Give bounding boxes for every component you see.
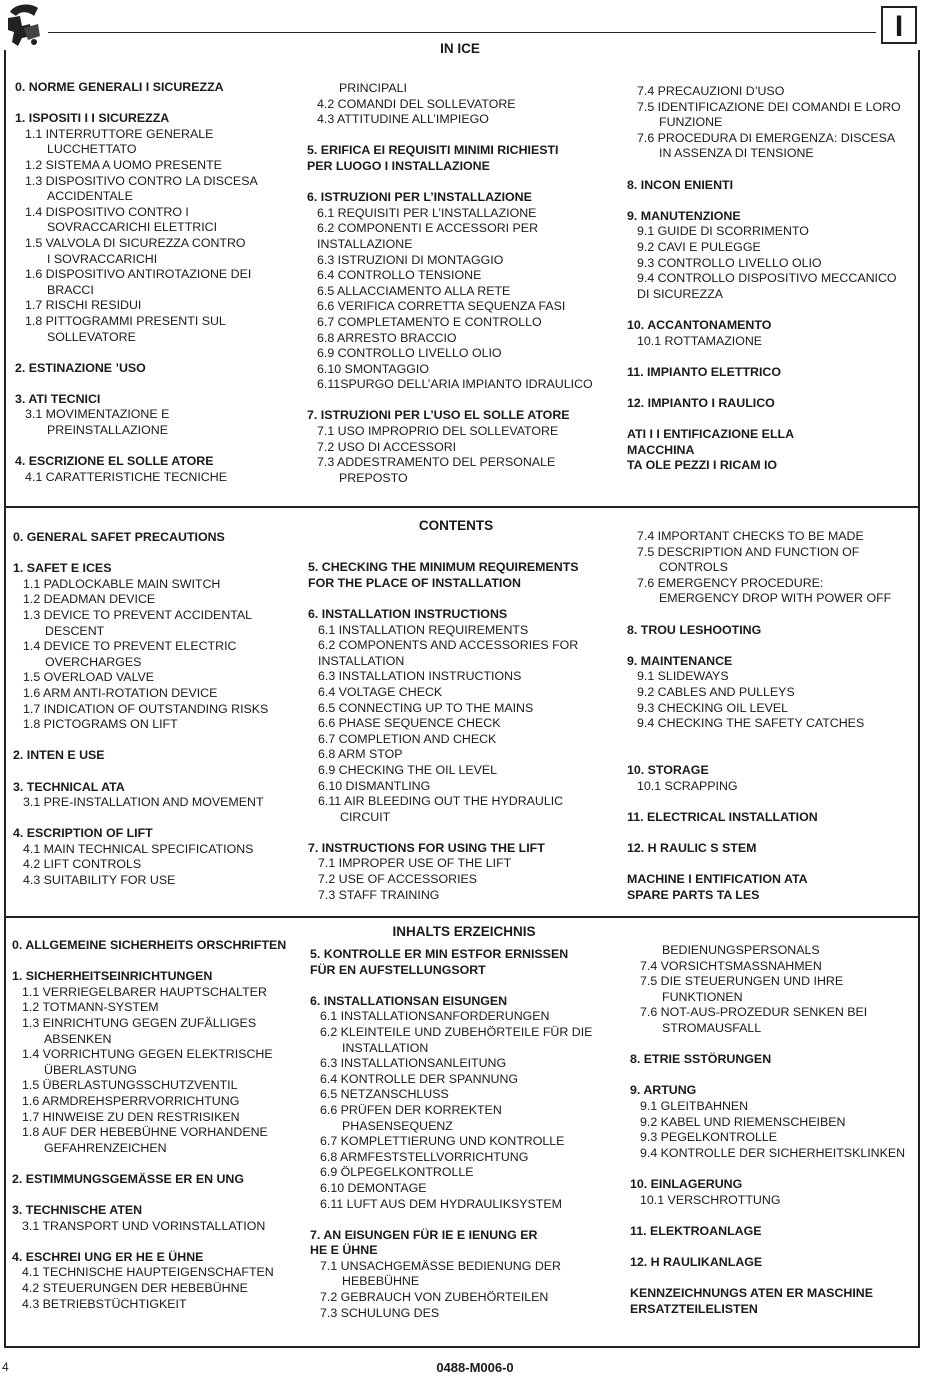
toc-entry: SOVRACCARICHI ELETTRICI xyxy=(47,220,218,235)
toc-chapter-heading: 7. INSTRUCTIONS FOR USING THE LIFT xyxy=(308,840,545,855)
toc-entry: 1.4 DEVICE TO PREVENT ELECTRIC xyxy=(23,639,237,654)
toc-entry: FUNZIONE xyxy=(659,115,723,130)
toc-entry: 7.5 IDENTIFICAZIONE DEI COMANDI E LORO xyxy=(637,99,901,114)
toc-entry: SOLLEVATORE xyxy=(47,329,136,344)
toc-entry: 6.11 AIR BLEEDING OUT THE HYDRAULIC xyxy=(318,794,564,809)
toc-spacer xyxy=(307,128,617,144)
toc-chapter-heading: 7. ISTRUZIONI PER L’USO EL SOLLE ATORE xyxy=(307,408,570,423)
toc-entry: 1.7 INDICATION OF OUTSTANDING RISKS xyxy=(23,701,269,716)
toc-entry: 1.2 SISTEMA A UOMO PRESENTE xyxy=(25,157,222,172)
toc-entry: 7.3 STAFF TRAINING xyxy=(318,887,440,902)
toc-spacer xyxy=(308,545,618,561)
toc-entry: 1.5 ÜBERLASTUNGSSCHUTZVENTIL xyxy=(22,1078,238,1093)
toc-entry: 1.7 RISCHI RESIDUI xyxy=(25,298,142,313)
toc-entry: 7.3 ADDESTRAMENTO DEL PERSONALE xyxy=(317,455,556,470)
section-title-de: INHALTS ERZEICHNIS xyxy=(392,924,536,939)
toc-entry: ÜBERLASTUNG xyxy=(44,1062,137,1077)
toc-entry: PRINCIPALI xyxy=(339,81,407,95)
toc-chapter-heading: 4. ESCRIZIONE EL SOLLE ATORE xyxy=(15,454,214,469)
toc-entry: 6.3 INSTALLATION INSTRUCTIONS xyxy=(318,669,522,684)
toc-entry: LUCCHETTATO xyxy=(47,142,137,157)
toc-entry: 7.6 NOT-AUS-PROZEDUR SENKEN BEI xyxy=(640,1005,868,1020)
toc-entry: 6.8 ARMFESTSTELLVORRICHTUNG xyxy=(320,1149,529,1164)
toc-spacer xyxy=(630,1239,920,1255)
toc-entry: DI SICUREZZA xyxy=(637,286,724,301)
toc-spacer xyxy=(307,393,617,409)
toc-entry: 1.1 VERRIEGELBARER HAUPTSCHALTER xyxy=(22,984,267,999)
toc-chapter-heading: 1. ISPOSITI I I SICUREZZA xyxy=(15,111,170,126)
toc-entry: 6.4 CONTROLLO TENSIONE xyxy=(317,268,482,283)
toc-entry: 9.2 KABEL UND RIEMENSCHEIBEN xyxy=(640,1114,846,1129)
toc-spacer xyxy=(13,546,303,562)
toc-entry: 7.5 DIE STEUERUNGEN UND IHRE xyxy=(640,974,844,989)
toc-entry: 9.4 CONTROLLO DISPOSITIVO MECCANICO xyxy=(637,271,897,286)
toc-spacer xyxy=(627,638,917,654)
toc-entry: 6.6 PRÜFEN DER KORREKTEN xyxy=(320,1102,502,1117)
toc-entry: 6.5 ALLACCIAMENTO ALLA RETE xyxy=(317,283,511,298)
toc-entry: 7.6 EMERGENCY PROCEDURE: xyxy=(637,575,824,590)
toc-entry: 3.1 TRANSPORT UND VORINSTALLATION xyxy=(22,1218,266,1233)
toc-entry: 6.8 ARRESTO BRACCIO xyxy=(317,330,457,345)
toc-chapter-heading: 6. INSTALLATIONSAN EISUNGEN xyxy=(310,993,508,1008)
toc-entry: 7.2 GEBRAUCH VON ZUBEHÖRTEILEN xyxy=(320,1290,549,1305)
toc-entry: EMERGENCY DROP WITH POWER OFF xyxy=(659,591,892,606)
toc-spacer xyxy=(13,811,303,827)
toc-entry: 6.2 COMPONENTI E ACCESSORI PER xyxy=(317,221,539,236)
section-divider-1 xyxy=(4,506,920,508)
toc-column-en-2 xyxy=(308,529,618,903)
toc-chapter-heading: 3. TECHNICAL ATA xyxy=(13,779,125,794)
toc-entry: 9.1 GLEITBAHNEN xyxy=(640,1098,749,1113)
section-divider-2 xyxy=(4,916,920,918)
toc-chapter-heading: 10. ACCANTONAMENTO xyxy=(627,317,772,332)
toc-entry: 10.1 ROTTAMAZIONE xyxy=(637,333,763,348)
toc-chapter-heading: 11. ELECTRICAL INSTALLATION xyxy=(627,809,818,824)
toc-entry: 9.2 CAVI E PULEGGE xyxy=(637,239,761,254)
toc-chapter-heading: 8. INCON ENIENTI xyxy=(627,177,734,192)
toc-entry: 1.3 DISPOSITIVO CONTRO LA DISCESA xyxy=(25,173,258,188)
toc-entry: 1.2 DEADMAN DEVICE xyxy=(23,592,156,607)
toc-entry: 6.3 ISTRUZIONI DI MONTAGGIO xyxy=(317,252,504,267)
toc-spacer xyxy=(310,1212,620,1228)
toc-spacer xyxy=(627,794,917,810)
toc-column-de-2 xyxy=(310,947,620,1321)
toc-entry: DESCENT xyxy=(45,623,105,638)
toc-entry: 1.3 DEVICE TO PREVENT ACCIDENTAL xyxy=(23,607,253,622)
toc-chapter-heading: ERSATZTEILELISTEN xyxy=(630,1301,758,1316)
toc-entry: STROMAUSFALL xyxy=(662,1020,762,1035)
page-number: 4 xyxy=(2,1360,9,1374)
toc-entry: 9.1 SLIDEWAYS xyxy=(637,669,729,684)
toc-entry: 1.5 OVERLOAD VALVE xyxy=(23,670,155,685)
toc-spacer xyxy=(13,764,303,780)
toc-entry: 6.7 COMPLETION AND CHECK xyxy=(318,731,497,746)
toc-chapter-heading: 5. CHECKING THE MINIMUM REQUIREMENTS xyxy=(308,560,579,575)
toc-spacer xyxy=(627,607,917,623)
toc-spacer xyxy=(630,1208,920,1224)
toc-chapter-heading: 10. STORAGE xyxy=(627,762,709,777)
toc-column-it-2 xyxy=(307,81,617,486)
toc-entry: 1.8 PICTOGRAMS ON LIFT xyxy=(23,717,178,732)
toc-chapter-heading: 12. H RAULIC S STEM xyxy=(627,840,757,855)
toc-entry: 9.3 PEGELKONTROLLE xyxy=(640,1130,778,1145)
toc-entry: 4.3 SUITABILITY FOR USE xyxy=(23,873,176,888)
toc-entry: INSTALLAZIONE xyxy=(317,236,413,251)
toc-spacer xyxy=(13,733,303,749)
toc-entry: 9.4 KONTROLLE DER SICHERHEITSKLINKEN xyxy=(640,1145,906,1160)
toc-spacer xyxy=(627,380,917,396)
toc-entry: 4.3 ATTITUDINE ALL’IMPIEGO xyxy=(317,112,489,127)
toc-chapter-heading: 9. MANUTENZIONE xyxy=(627,208,741,223)
toc-entry: 7.3 SCHULUNG DES xyxy=(320,1305,440,1320)
toc-entry: 6.1 REQUISITI PER L’INSTALLAZIONE xyxy=(317,205,537,220)
toc-entry: 3.1 MOVIMENTAZIONE E xyxy=(25,407,170,422)
toc-entry: 6.7 KOMPLETTIERUNG UND KONTROLLE xyxy=(320,1134,565,1149)
toc-spacer xyxy=(627,856,917,872)
toc-chapter-heading: 12. H RAULIKANLAGE xyxy=(630,1254,763,1269)
toc-entry: 6.10 SMONTAGGIO xyxy=(317,361,429,376)
toc-entry: IN ASSENZA DI TENSIONE xyxy=(659,146,814,161)
toc-chapter-heading: FÜR EN AUFSTELLUNGSORT xyxy=(310,962,486,977)
toc-spacer xyxy=(12,1156,312,1172)
toc-entry: 1.6 DISPOSITIVO ANTIROTAZIONE DEI xyxy=(25,267,252,282)
toc-entry: 6.5 NETZANSCHLUSS xyxy=(320,1087,449,1102)
toc-entry: 1.6 ARM ANTI-ROTATION DEVICE xyxy=(23,685,218,700)
toc-entry: 1.4 DISPOSITIVO CONTRO I xyxy=(25,204,189,219)
section-letter-box: I xyxy=(881,6,917,44)
toc-spacer xyxy=(310,978,620,994)
toc-chapter-heading: 1. SICHERHEITSEINRICHTUNGEN xyxy=(12,969,213,984)
toc-spacer xyxy=(627,302,917,318)
toc-entry: HEBEBÜHNE xyxy=(342,1274,420,1289)
toc-entry: 6.10 DISMANTLING xyxy=(318,778,431,793)
toc-chapter-heading: 2. ESTIMMUNGSGEMÄSSE ER EN UNG xyxy=(12,1171,245,1186)
toc-chapter-heading: SPARE PARTS TA LES xyxy=(627,887,760,902)
toc-chapter-heading: 11. IMPIANTO ELETTRICO xyxy=(627,364,781,379)
toc-entry: INSTALLATION xyxy=(342,1040,429,1055)
toc-spacer xyxy=(627,747,917,763)
toc-spacer xyxy=(630,1068,920,1084)
toc-spacer xyxy=(308,825,618,841)
toc-chapter-heading: 0. NORME GENERALI I SICUREZZA xyxy=(15,80,224,94)
toc-chapter-heading: 2. ESTINAZIONE ’USO xyxy=(15,360,146,375)
toc-entry: 1.8 AUF DER HEBEBÜHNE VORHANDENE xyxy=(22,1125,268,1140)
toc-entry: 4.2 LIFT CONTROLS xyxy=(23,857,142,872)
toc-column-en-3 xyxy=(627,529,917,903)
toc-chapter-heading: 9. MAINTENANCE xyxy=(627,653,733,668)
toc-entry: 7.4 PRECAUZIONI D’USO xyxy=(637,84,785,98)
toc-entry: 6.3 INSTALLATIONSANLEITUNG xyxy=(320,1056,507,1071)
toc-spacer xyxy=(627,349,917,365)
toc-entry: 6.11 LUFT AUS DEM HYDRAULIKSYSTEM xyxy=(320,1196,562,1211)
toc-spacer xyxy=(15,345,305,361)
toc-column-it-1 xyxy=(15,80,305,485)
toc-chapter-heading: 3. ATI TECNICI xyxy=(15,391,101,406)
toc-spacer xyxy=(307,175,617,191)
toc-entry: 7.5 DESCRIPTION AND FUNCTION OF xyxy=(637,544,860,559)
toc-entry: 9.1 GUIDE DI SCORRIMENTO xyxy=(637,224,809,239)
toc-entry: 3.1 PRE-INSTALLATION AND MOVEMENT xyxy=(23,795,264,810)
toc-entry: 4.1 MAIN TECHNICAL SPECIFICATIONS xyxy=(23,841,254,856)
toc-entry: 6.2 KLEINTEILE UND ZUBEHÖRTEILE FÜR DIE xyxy=(320,1024,593,1039)
toc-spacer xyxy=(630,1161,920,1177)
toc-entry: 4.2 COMANDI DEL SOLLEVATORE xyxy=(317,96,516,111)
toc-entry: 6.4 KONTROLLE DER SPANNUNG xyxy=(320,1071,519,1086)
toc-column-de-3 xyxy=(630,943,920,1317)
toc-spacer xyxy=(627,825,917,841)
toc-chapter-heading: 1. SAFET E ICES xyxy=(13,561,112,576)
toc-entry: FUNKTIONEN xyxy=(662,989,743,1004)
toc-entry: 6.1 INSTALLATION REQUIREMENTS xyxy=(318,622,529,637)
toc-entry: 1.2 TOTMANN-SYSTEM xyxy=(22,1000,159,1015)
toc-entry: 9.3 CHECKING OIL LEVEL xyxy=(637,700,789,715)
toc-entry: PHASENSEQUENZ xyxy=(342,1118,453,1133)
toc-chapter-heading: TA OLE PEZZI I RICAM IO xyxy=(627,458,778,473)
toc-chapter-heading: KENNZEICHNUNGS ATEN ER MASCHINE xyxy=(630,1286,874,1301)
toc-entry: CONTROLS xyxy=(659,560,728,575)
toc-spacer xyxy=(12,1234,312,1250)
toc-entry: 7.4 IMPORTANT CHECKS TO BE MADE xyxy=(637,529,864,543)
toc-entry: 1.8 PITTOGRAMMI PRESENTI SUL xyxy=(25,313,226,328)
toc-chapter-heading: 12. IMPIANTO I RAULICO xyxy=(627,395,775,410)
toc-chapter-heading: 10. EINLAGERUNG xyxy=(630,1176,743,1191)
toc-spacer xyxy=(627,193,917,209)
toc-entry: BEDIENUNGSPERSONALS xyxy=(662,943,820,957)
toc-entry: 6.7 COMPLETAMENTO E CONTROLLO xyxy=(317,314,542,329)
toc-spacer xyxy=(15,96,305,112)
toc-spacer xyxy=(308,529,618,545)
toc-entry: BRACCI xyxy=(47,282,94,297)
toc-entry: 1.7 HINWEISE ZU DEN RESTRISIKEN xyxy=(22,1109,240,1124)
toc-entry: 6.1 INSTALLATIONSANFORDERUNGEN xyxy=(320,1009,550,1024)
toc-entry: 7.2 USO DI ACCESSORI xyxy=(317,439,457,454)
toc-entry: 6.11SPURGO DELL’ARIA IMPIANTO IDRAULICO xyxy=(317,377,593,392)
toc-chapter-heading: HE E ÜHNE xyxy=(310,1243,378,1258)
toc-column-en-1 xyxy=(13,530,303,889)
toc-entry: ACCIDENTALE xyxy=(47,189,133,204)
toc-entry: 4.3 BETRIEBSTÜCHTIGKEIT xyxy=(22,1296,187,1311)
toc-column-it-3 xyxy=(627,84,917,474)
toc-entry: 6.10 DEMONTAGE xyxy=(320,1180,427,1195)
toc-entry: 4.1 CARATTERISTICHE TECNICHE xyxy=(25,469,227,484)
toc-entry: 6.6 PHASE SEQUENCE CHECK xyxy=(318,716,501,731)
toc-entry: 6.6 VERIFICA CORRETTA SEQUENZA FASI xyxy=(317,299,566,314)
toc-spacer xyxy=(627,162,917,178)
document-code: 0488-M006-0 xyxy=(436,1360,514,1375)
toc-spacer xyxy=(308,591,618,607)
toc-chapter-heading: 8. ETRIE SSTÖRUNGEN xyxy=(630,1052,772,1067)
toc-spacer xyxy=(630,1037,920,1053)
toc-entry: 4.1 TECHNISCHE HAUPTEIGENSCHAFTEN xyxy=(22,1265,274,1280)
toc-entry: CIRCUIT xyxy=(340,809,391,824)
toc-entry: 7.2 USE OF ACCESSORIES xyxy=(318,872,478,887)
toc-entry: OVERCHARGES xyxy=(45,654,142,669)
toc-entry: GEFAHRENZEICHEN xyxy=(44,1140,167,1155)
toc-entry: PREINSTALLAZIONE xyxy=(47,423,168,438)
toc-entry: 6.9 CONTROLLO LIVELLO OLIO xyxy=(317,346,502,361)
toc-entry: 1.4 VORRICHTUNG GEGEN ELEKTRISCHE xyxy=(22,1047,273,1062)
toc-entry: 1.1 PADLOCKABLE MAIN SWITCH xyxy=(23,576,221,591)
toc-entry: 6.5 CONNECTING UP TO THE MAINS xyxy=(318,700,534,715)
toc-entry: I SOVRACCARICHI xyxy=(47,251,158,266)
toc-chapter-heading: 2. INTEN E USE xyxy=(13,748,105,763)
toc-chapter-heading: 6. ISTRUZIONI PER L’INSTALLAZIONE xyxy=(307,190,532,205)
toc-entry: 7.1 UNSACHGEMÄSSE BEDIENUNG DER xyxy=(320,1258,561,1273)
toc-chapter-heading: 5. ERIFICA EI REQUISITI MINIMI RICHIESTI xyxy=(307,143,559,158)
toc-spacer xyxy=(12,954,312,970)
toc-chapter-heading: 8. TROU LESHOOTING xyxy=(627,622,762,637)
toc-chapter-heading: 7. AN EISUNGEN FÜR IE E IENUNG ER xyxy=(310,1227,538,1242)
toc-entry: 6.8 ARM STOP xyxy=(318,747,403,762)
toc-entry: 1.1 INTERRUTTORE GENERALE xyxy=(25,126,214,141)
toc-entry: 10.1 SCRAPPING xyxy=(637,778,738,793)
toc-entry: 1.6 ARMDREHSPERRVORRICHTUNG xyxy=(22,1093,240,1108)
toc-chapter-heading: 3. TECHNISCHE ATEN xyxy=(12,1203,143,1218)
brand-logo-icon xyxy=(4,2,42,46)
toc-entry: 9.4 CHECKING THE SAFETY CATCHES xyxy=(637,716,865,731)
toc-entry: 1.3 EINRICHTUNG GEGEN ZUFÄLLIGES xyxy=(22,1015,257,1030)
toc-entry: 6.9 ÖLPEGELKONTROLLE xyxy=(320,1165,474,1180)
toc-spacer xyxy=(15,376,305,392)
toc-entry: 1.5 VALVOLA DI SICUREZZA CONTRO xyxy=(25,235,246,250)
toc-entry: 9.2 CABLES AND PULLEYS xyxy=(637,684,795,699)
toc-chapter-heading: 0. GENERAL SAFET PRECAUTIONS xyxy=(13,530,225,544)
toc-entry: 7.4 VORSICHTSMASSNAHMEN xyxy=(640,958,822,973)
toc-chapter-heading: ATI I I ENTIFICAZIONE ELLA xyxy=(627,427,795,442)
toc-chapter-heading: 6. INSTALLATION INSTRUCTIONS xyxy=(308,606,508,621)
toc-entry: 6.2 COMPONENTS AND ACCESSORIES FOR xyxy=(318,638,579,653)
toc-chapter-heading: 9. ARTUNG xyxy=(630,1083,697,1098)
toc-entry: PREPOSTO xyxy=(339,470,408,485)
toc-entry: 10.1 VERSCHROTTUNG xyxy=(640,1192,781,1207)
toc-entry: 6.9 CHECKING THE OIL LEVEL xyxy=(318,762,498,777)
toc-spacer xyxy=(627,411,917,427)
toc-chapter-heading: MACHINE I ENTIFICATION ATA xyxy=(627,872,808,887)
toc-spacer xyxy=(630,1270,920,1286)
toc-chapter-heading: PER LUOGO I INSTALLAZIONE xyxy=(307,158,490,173)
toc-entry: INSTALLATION xyxy=(318,653,405,668)
toc-chapter-heading: 0. ALLGEMEINE SICHERHEITS ORSCHRIFTEN xyxy=(12,938,287,952)
toc-entry: 4.2 STEUERUNGEN DER HEBEBÜHNE xyxy=(22,1281,248,1296)
toc-chapter-heading: FOR THE PLACE OF INSTALLATION xyxy=(308,575,521,590)
toc-spacer xyxy=(627,732,917,748)
section-title-en: CONTENTS xyxy=(418,518,494,533)
toc-chapter-heading: 4. ESCRIPTION OF LIFT xyxy=(13,826,153,841)
toc-entry: ABSENKEN xyxy=(44,1031,112,1046)
toc-entry: 9.3 CONTROLLO LIVELLO OLIO xyxy=(637,255,822,270)
header-rule xyxy=(48,32,876,33)
toc-entry: 7.1 IMPROPER USE OF THE LIFT xyxy=(318,856,512,871)
toc-chapter-heading: MACCHINA xyxy=(627,442,695,457)
toc-chapter-heading: 11. ELEKTROANLAGE xyxy=(630,1223,762,1238)
section-title-it: IN ICE xyxy=(440,41,480,56)
toc-entry: 7.6 PROCEDURA DI EMERGENZA: DISCESA xyxy=(637,130,896,145)
toc-spacer xyxy=(12,1188,312,1204)
toc-chapter-heading: 4. ESCHREI UNG ER HE E ÜHNE xyxy=(12,1249,204,1264)
toc-chapter-heading: 5. KONTROLLE ER MIN ESTFOR ERNISSEN xyxy=(310,947,569,961)
toc-spacer xyxy=(15,439,305,455)
toc-column-de-1 xyxy=(12,938,312,1312)
toc-entry: 6.4 VOLTAGE CHECK xyxy=(318,684,443,699)
toc-entry: 7.1 USO IMPROPRIO DEL SOLLEVATORE xyxy=(317,424,559,439)
